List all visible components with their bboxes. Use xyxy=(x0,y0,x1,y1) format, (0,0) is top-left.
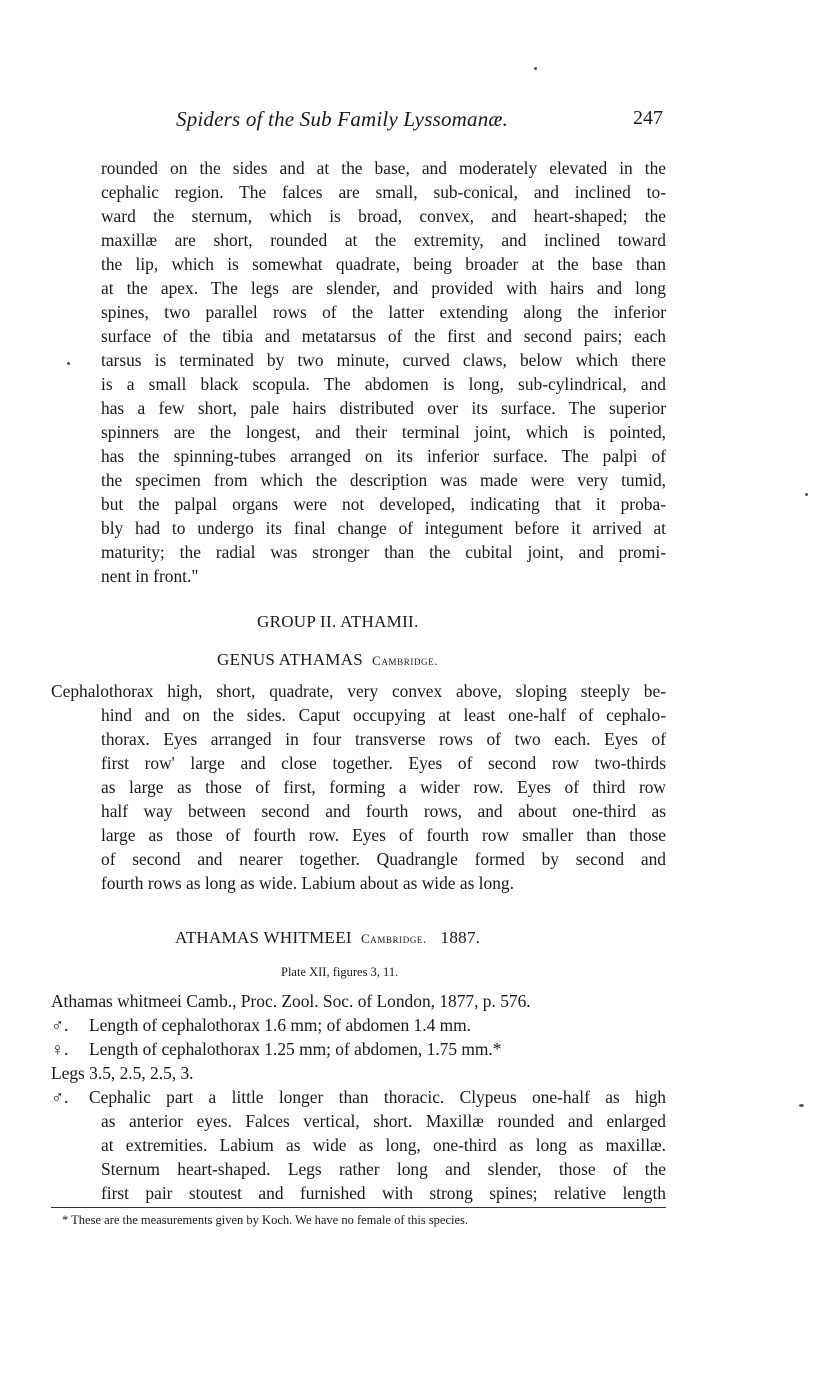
text-line: at the apex. The legs are slender, and provided with hairs and long xyxy=(101,278,666,298)
text-line: of second and nearer together. Quadrangle formed by second and xyxy=(101,849,666,869)
male-description xyxy=(51,1085,666,1205)
male-symbol: ♂. xyxy=(51,1015,69,1035)
text-line: Cephalothorax high, short, quadrate, very convex above, sloping steeply be- xyxy=(51,681,666,701)
print-speck xyxy=(799,1104,804,1107)
male-symbol: ♂. xyxy=(51,1087,69,1107)
group-heading: GROUP II. ATHAMII. xyxy=(257,612,419,631)
species-year: 1887. xyxy=(440,928,481,947)
page-number: 247 xyxy=(633,107,663,129)
text-line: maturity; the radial was stronger than the cubital joint, and promi- xyxy=(101,542,666,562)
text-line: as anterior eyes. Falces vertical, short. Maxillæ rounded and enlarged xyxy=(101,1111,666,1131)
plate-reference: Plate XII, figures 3, 11. xyxy=(281,965,399,979)
male-measurement-text: Length of cephalothorax 1.6 mm; of abdomen 1.4 mm. xyxy=(89,1015,472,1035)
text-line: first row' large and close together. Eyes of second row two-thirds xyxy=(101,753,666,773)
text-line: but the palpal organs were not developed, indicating that it proba- xyxy=(101,494,666,514)
text-line: tarsus is terminated by two minute, curved claws, below which there xyxy=(101,350,666,370)
text-line: surface of the tibia and metatarsus of the first and second pairs; each xyxy=(101,326,666,346)
genus-description xyxy=(51,679,666,899)
female-symbol: ♀. xyxy=(51,1039,69,1059)
species-name: ATHAMAS WHITMEEI xyxy=(175,928,352,947)
legs-formula: Legs 3.5, 2.5, 2.5, 3. xyxy=(51,1063,194,1083)
genus-heading xyxy=(217,650,438,670)
print-speck xyxy=(67,362,70,365)
text-line: cephalic region. The falces are small, sub-conical, and inclined to- xyxy=(101,182,666,202)
text-line: half way between second and fourth rows, and about one-third as xyxy=(101,801,666,821)
text-line: bly had to undergo its final change of integument before it arrived at xyxy=(101,518,666,538)
text-line: the specimen from which the description was made were very tumid, xyxy=(101,470,666,490)
text-line: maxillæ are short, rounded at the extremity, and inclined toward xyxy=(101,230,666,250)
running-header-title: Spiders of the Sub Family Lyssomanæ. xyxy=(176,107,509,131)
text-line: nent in front." xyxy=(101,566,199,586)
print-speck xyxy=(534,67,537,70)
text-line: thorax. Eyes arranged in four transverse rows of two each. Eyes of xyxy=(101,729,666,749)
footnote: * These are the measurements given by Koch. We have no female of this species. xyxy=(62,1213,469,1227)
synonymy-line: Athamas whitmeei Camb., Proc. Zool. Soc. of London, 1877, p. 576. xyxy=(51,991,531,1011)
text-line: has the spinning-tubes arranged on its inferior surface. The palpi of xyxy=(101,446,666,466)
text-line: ward the sternum, which is broad, convex, and heart-shaped; the xyxy=(101,206,666,226)
text-line: hind and on the sides. Caput occupying at least one-half of cephalo- xyxy=(101,705,666,725)
species-heading xyxy=(175,928,480,948)
genus-author: Cambridge. xyxy=(372,653,439,668)
footnote-rule xyxy=(51,1207,666,1208)
text-line: as large as those of first, forming a wider row. Eyes of third row xyxy=(101,777,666,797)
text-line: spinners are the longest, and their terminal joint, which is pointed, xyxy=(101,422,666,442)
text-line: the lip, which is somewhat quadrate, being broader at the base than xyxy=(101,254,666,274)
species-author: Cambridge. xyxy=(360,931,427,946)
continuation-paragraph xyxy=(101,156,666,596)
print-speck xyxy=(805,493,808,496)
text-line: has a few short, pale hairs distributed over its surface. The superior xyxy=(101,398,666,418)
genus-name: GENUS ATHAMAS xyxy=(217,650,364,669)
text-line: Sternum heart-shaped. Legs rather long and slender, those of the xyxy=(101,1159,666,1179)
text-line: at extremities. Labium as wide as long, one-third as long as maxillæ. xyxy=(101,1135,666,1155)
text-line: first pair stoutest and furnished with strong spines; relative length xyxy=(101,1183,666,1203)
text-line: large as those of fourth row. Eyes of fourth row smaller than those xyxy=(101,825,666,845)
text-line: Cephalic part a little longer than thoracic. Clypeus one-half as high xyxy=(89,1087,666,1107)
female-measurement xyxy=(51,1037,501,1061)
text-line: rounded on the sides and at the base, and moderately elevated in the xyxy=(101,158,666,178)
text-line: spines, two parallel rows of the latter extending along the inferior xyxy=(101,302,666,322)
male-measurement xyxy=(51,1013,471,1037)
text-line: fourth rows as long as wide. Labium about as wide as long. xyxy=(101,873,514,893)
text-line: is a small black scopula. The abdomen is long, sub-cylindrical, and xyxy=(101,374,666,394)
female-measurement-text: Length of cephalothorax 1.25 mm; of abdomen, 1.75 mm.* xyxy=(89,1039,502,1059)
